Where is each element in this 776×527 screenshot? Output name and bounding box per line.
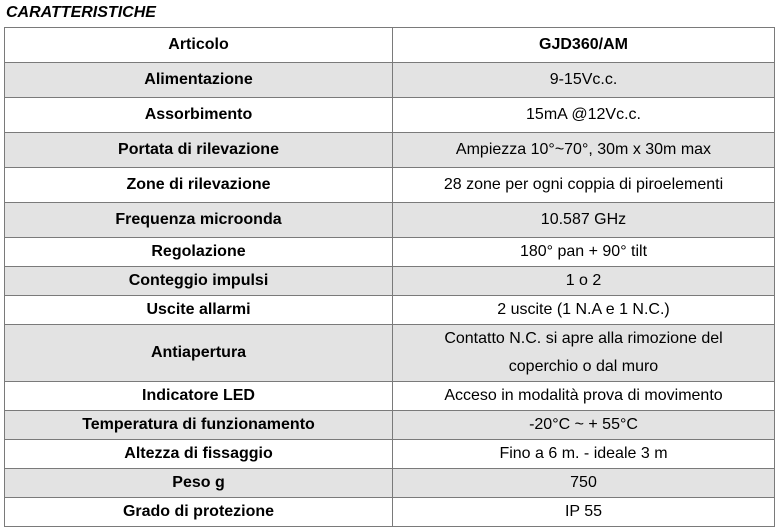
row-value-line: coperchio o dal muro [508, 358, 659, 375]
table-row [5, 440, 775, 469]
table-row [5, 382, 775, 411]
row-value: 1 o 2 [393, 267, 775, 296]
table-row [5, 203, 775, 238]
row-value: IP 55 [393, 498, 775, 527]
row-value: Acceso in modalità prova di movimento [393, 382, 775, 411]
table-row [5, 325, 775, 382]
row-label: Altezza di fissaggio [5, 440, 393, 469]
row-label: Assorbimento [5, 98, 393, 133]
row-label: Peso g [5, 469, 393, 498]
table-row [5, 296, 775, 325]
section-heading: CARATTERISTICHE [6, 4, 156, 21]
table-row [5, 498, 775, 527]
table-row [5, 28, 775, 63]
table-row [5, 469, 775, 498]
row-label: Frequenza microonda [5, 203, 393, 238]
row-value [393, 325, 775, 382]
row-label: Conteggio impulsi [5, 267, 393, 296]
row-value: Fino a 6 m. - ideale 3 m [393, 440, 775, 469]
row-label: Articolo [5, 28, 393, 63]
row-label: Regolazione [5, 238, 393, 267]
row-value: 2 uscite (1 N.A e 1 N.C.) [393, 296, 775, 325]
row-value: 28 zone per ogni coppia di piroelementi [393, 168, 775, 203]
row-label: Zone di rilevazione [5, 168, 393, 203]
row-label: Grado di protezione [5, 498, 393, 527]
row-label: Indicatore LED [5, 382, 393, 411]
row-label: Antiapertura [5, 325, 393, 382]
row-label: Uscite allarmi [5, 296, 393, 325]
table-row [5, 63, 775, 98]
row-value: 10.587 GHz [393, 203, 775, 238]
table-row [5, 411, 775, 440]
table-row [5, 98, 775, 133]
row-value: Ampiezza 10°~70°, 30m x 30m max [393, 133, 775, 168]
table-row [5, 238, 775, 267]
row-value: 15mA @12Vc.c. [393, 98, 775, 133]
row-value: -20°C ~ + 55°C [393, 411, 775, 440]
row-value: 180° pan + 90° tilt [393, 238, 775, 267]
row-label: Portata di rilevazione [5, 133, 393, 168]
row-value: 9-15Vc.c. [393, 63, 775, 98]
row-value: 750 [393, 469, 775, 498]
table-row [5, 133, 775, 168]
row-value: GJD360/AM [393, 28, 775, 63]
table-row [5, 267, 775, 296]
row-value-line: Contatto N.C. si apre alla rimozione del [444, 330, 723, 347]
row-label: Alimentazione [5, 63, 393, 98]
specifications-table [4, 27, 775, 527]
row-label: Temperatura di funzionamento [5, 411, 393, 440]
table-row [5, 168, 775, 203]
